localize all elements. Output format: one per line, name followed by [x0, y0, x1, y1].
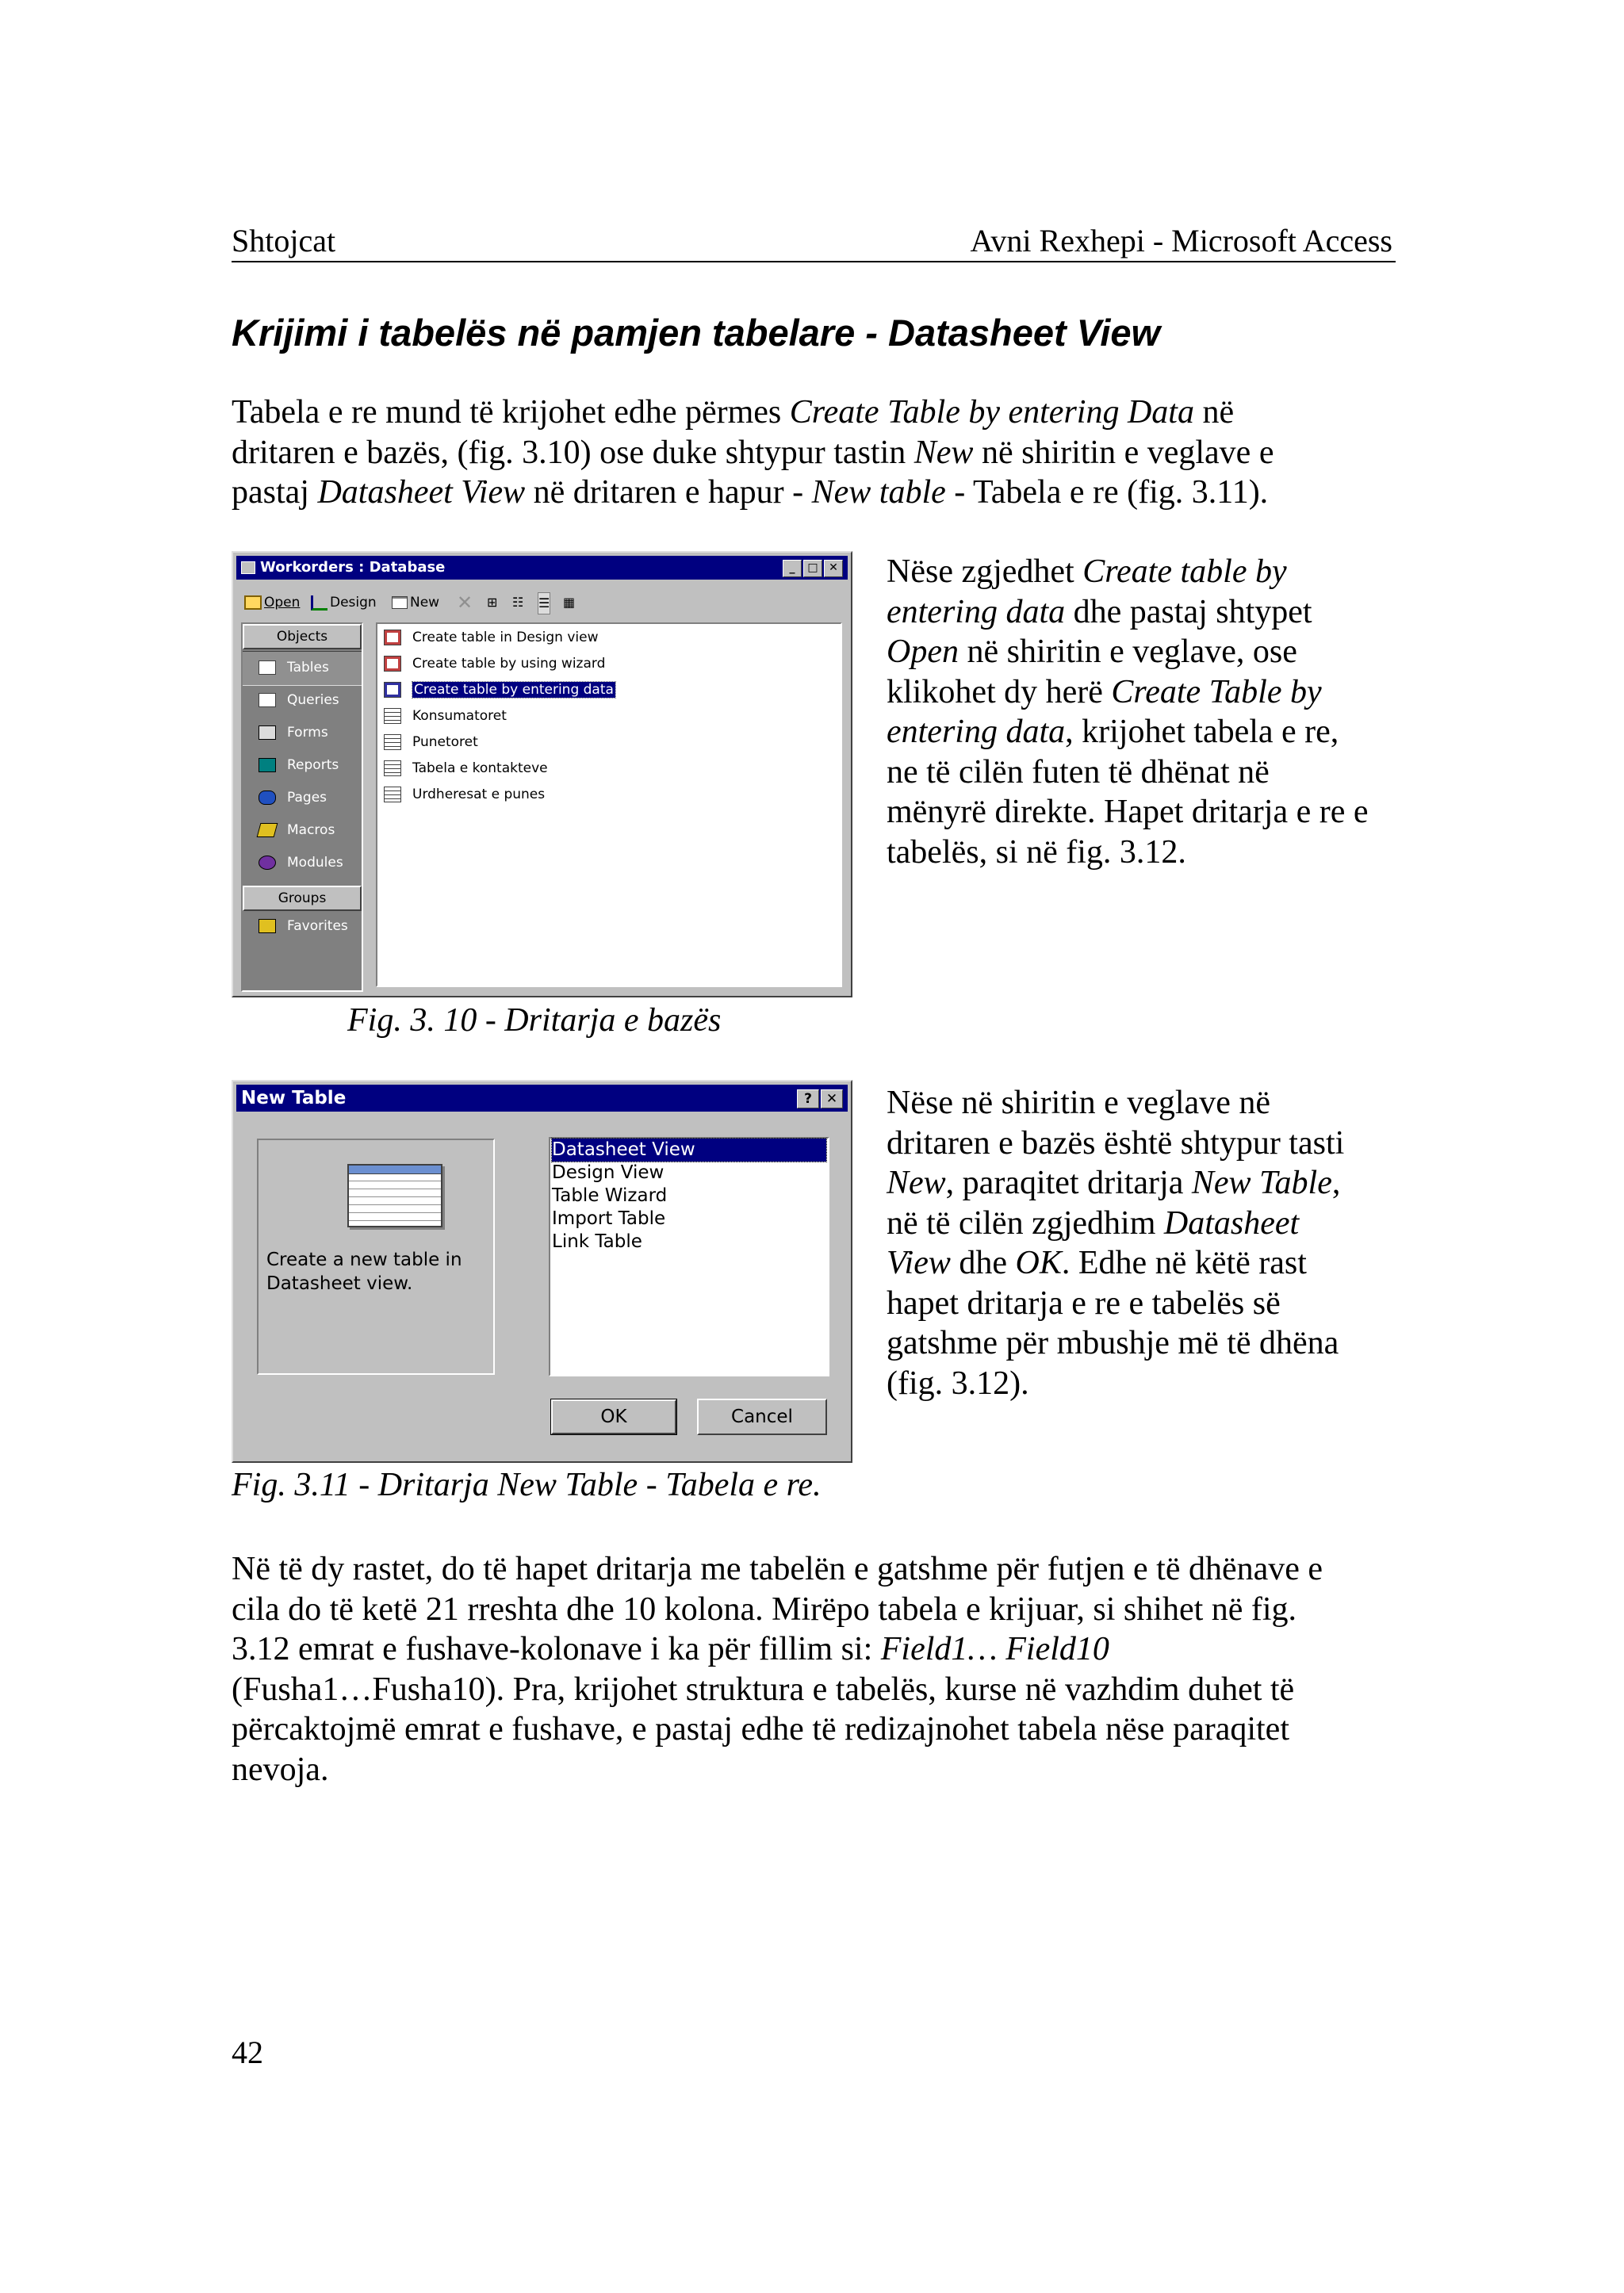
section-heading: Krijimi i tabelës në pamjen tabelare - Datasheet View [232, 312, 1161, 354]
query-icon [259, 693, 276, 707]
report-icon [259, 758, 276, 772]
details-view-icon[interactable]: ▦ [563, 595, 576, 610]
design-view-icon [384, 630, 401, 645]
ok-button[interactable]: OK [550, 1399, 677, 1435]
list-item[interactable]: Create table by using wizard [384, 651, 605, 677]
fig310-caption: Fig. 3. 10 - Dritarja e bazës [347, 1002, 722, 1039]
option-datasheet-view[interactable]: Datasheet View [552, 1139, 826, 1162]
options-list [549, 1137, 829, 1376]
list-item[interactable]: Konsumatoret [384, 703, 507, 729]
object-queries[interactable]: Queries [259, 685, 339, 715]
cancel-button[interactable]: Cancel [697, 1399, 827, 1435]
groups-header[interactable]: Groups [243, 886, 362, 911]
object-macros[interactable]: Macros [259, 815, 335, 845]
new-button[interactable]: New [392, 592, 439, 613]
object-pages[interactable]: Pages [259, 783, 327, 813]
object-favorites[interactable]: Favorites [259, 911, 348, 941]
object-modules[interactable]: Modules [259, 848, 343, 878]
database-title: Workorders : Database [260, 559, 446, 576]
header-right: Avni Rexhepi - Microsoft Access [970, 223, 1392, 258]
favorites-icon [259, 919, 276, 933]
preview-description: Create a new table in Datasheet view. [266, 1250, 462, 1294]
object-forms[interactable]: Forms [259, 718, 328, 748]
database-window [232, 551, 852, 997]
open-icon [244, 595, 262, 610]
option-table-wizard[interactable]: Table Wizard [552, 1185, 668, 1206]
table-icon [384, 708, 401, 724]
side-paragraph-2: Nëse në shiritin e veglave në dritaren e bazës është shtypur tasti New, paraqitet dritarja New Table, në të cilën zgjedhim Datasheet View dhe OK. Edhe në këtë rast hapet dritarja e re e tabelës së gatshme për mbushje më të dhëna (fig. 3.12). [887, 1085, 1345, 1402]
small-icons-icon[interactable]: ☷ [512, 595, 524, 610]
list-item[interactable]: Urdheresat e punes [384, 782, 545, 808]
option-link-table[interactable]: Link Table [552, 1231, 642, 1252]
close-button[interactable]: ✕ [821, 1089, 843, 1108]
side-paragraph-1: Nëse zgjedhet Create table by entering data dhe pastaj shtypet Open në shiritin e veglave, ose klikohet dy herë Create Table by entering data, krijohet tabela e re, ne të cilën futen të dhënat në mënyrë direkte. Hapet dritarja e re e tabelës, si në fig. 3.12. [887, 553, 1369, 871]
large-icons-icon[interactable]: ⊞ [487, 595, 498, 610]
help-button[interactable]: ? [797, 1089, 819, 1108]
open-button[interactable]: Open [244, 592, 300, 613]
page-number: 42 [232, 2035, 263, 2070]
new-table-dialog [232, 1080, 852, 1463]
intro-paragraph: Tabela e re mund të krijohet edhe përmes Create Table by entering Data në dritaren e bazës, (fig. 3.10) ose duke shtypur tastin New në shiritin e veglave e pastaj Datasheet View në dritaren e hapur - New table - Tabela e re (fig. 3.11). [232, 394, 1274, 511]
maximize-button[interactable]: □ [803, 560, 822, 577]
design-icon [311, 595, 327, 611]
table-list [376, 622, 842, 987]
final-paragraph: Në të dy rastet, do të hapet dritarja me tabelën e gatshme për futjen e të dhënave e cila do të ketë 21 rreshta dhe 10 kolona. Mirëpo tabela e krijuar, si shihet në fig. 3.12 emrat e fushave-kolonave i ka për fillim si: Field1… Field10 (Fusha1…Fusha10). Pra, krijohet struktura e tabelës, kurse në vazhdim duhet të përcaktojmë emrat e fushave, e pastaj edhe të redizajnohet tabela nëse paraqitet nevoja. [232, 1551, 1323, 1788]
table-icon [259, 660, 276, 675]
list-item[interactable]: Tabela e kontakteve [384, 756, 548, 782]
list-item[interactable]: Create table in Design view [384, 625, 599, 651]
option-design-view[interactable]: Design View [552, 1162, 665, 1183]
object-reports[interactable]: Reports [259, 750, 339, 780]
minimize-button[interactable]: _ [783, 560, 802, 577]
objects-bar [241, 622, 363, 992]
delete-icon[interactable]: ✕ [457, 591, 473, 614]
table-icon [384, 760, 401, 776]
table-icon [384, 787, 401, 802]
datasheet-icon [384, 682, 401, 698]
close-button[interactable]: ✕ [824, 560, 843, 577]
list-view-icon[interactable]: ☰ [538, 592, 550, 614]
module-icon [259, 856, 276, 870]
datasheet-preview-icon [347, 1164, 442, 1227]
fig311-caption: Fig. 3.11 - Dritarja New Table - Tabela e re. [232, 1467, 822, 1503]
new-table-titlebar [236, 1085, 848, 1112]
design-button[interactable]: Design [311, 592, 377, 613]
list-item-selected[interactable]: Create table by entering data [384, 677, 615, 703]
preview-pane [257, 1139, 495, 1375]
object-tables[interactable]: Tables [259, 653, 329, 683]
header-rule [232, 261, 1396, 262]
new-table-title: New Table [241, 1088, 347, 1108]
macro-icon [257, 823, 278, 837]
form-icon [259, 725, 276, 740]
new-table-icon [392, 596, 408, 609]
table-icon [384, 734, 401, 750]
list-item[interactable]: Punetoret [384, 729, 478, 756]
database-icon [241, 561, 255, 574]
page-icon [259, 790, 276, 805]
option-import-table[interactable]: Import Table [552, 1208, 666, 1229]
wizard-icon [384, 656, 401, 672]
objects-header[interactable]: Objects [243, 624, 362, 649]
database-titlebar [236, 556, 848, 580]
header-left: Shtojcat [232, 223, 336, 258]
